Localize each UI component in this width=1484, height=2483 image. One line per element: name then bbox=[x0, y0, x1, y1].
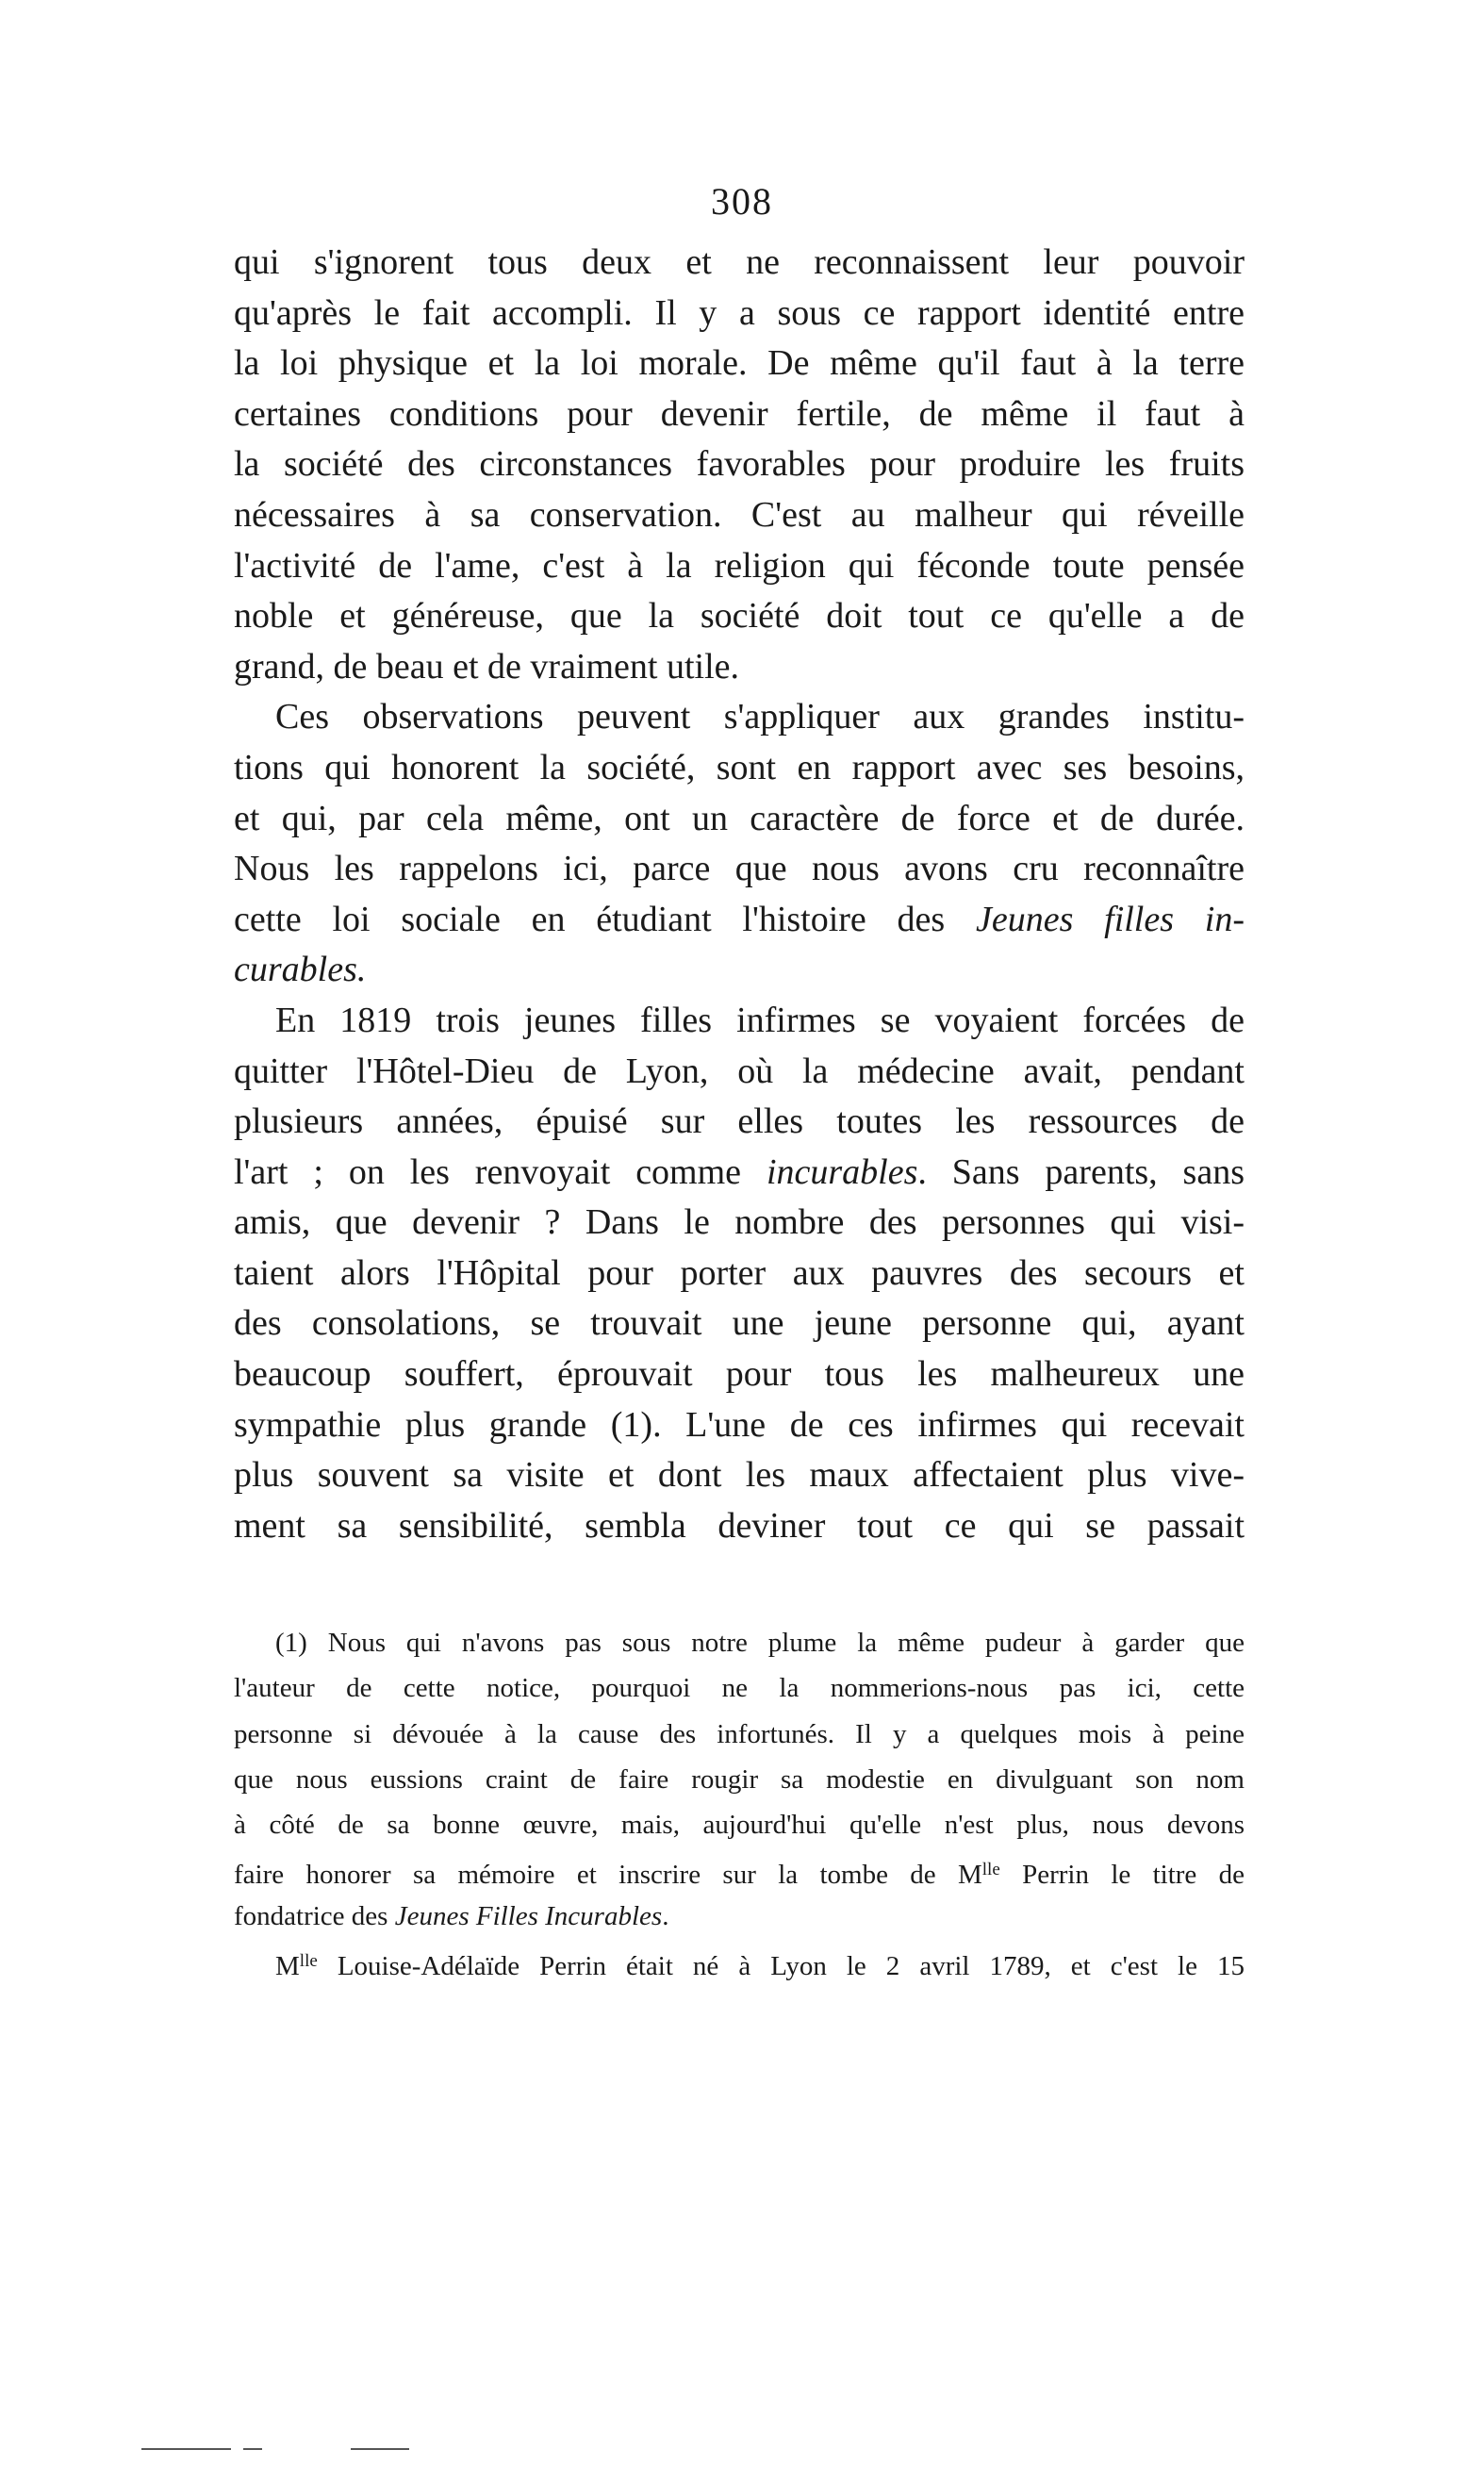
text-line-paragraph-start: Ces observations peuvent s'appliquer aux grandes institu- bbox=[275, 697, 1245, 737]
text-segment: cette loi sociale en étudiant l'histoire des bbox=[234, 899, 976, 939]
italic-title: curables. bbox=[234, 950, 367, 990]
text-line: Nous les rappelons ici, parce que nous avons cru reconnaître bbox=[234, 849, 1245, 889]
text-line: la société des circonstances favorables pour produire les fruits bbox=[234, 444, 1245, 485]
text-line: des consolations, se trouvait une jeune personne qui, ayant bbox=[234, 1303, 1245, 1344]
text-segment: l'art ; on les renvoyait comme bbox=[234, 1151, 767, 1192]
text-line: quitter l'Hôtel-Dieu de Lyon, où la médecine avait, pendant bbox=[234, 1051, 1245, 1091]
footnote-line bbox=[234, 1939, 1245, 1984]
text-segment: M bbox=[275, 1951, 300, 1982]
text-segment: Perrin le titre de bbox=[999, 1860, 1245, 1891]
footnote-line: l'auteur de cette notice, pourquoi ne la nommerions-nous pas ici, cette bbox=[234, 1673, 1245, 1704]
footnote-line: que nous eussions craint de faire rougir sa modestie en divulguant son nom bbox=[234, 1763, 1245, 1795]
text-line-paragraph-start: En 1819 trois jeunes filles infirmes se voyaient forcées de bbox=[275, 1000, 1245, 1040]
text-line: amis, que devenir ? Dans le nombre des personnes qui visi- bbox=[234, 1202, 1245, 1243]
superscript: lle bbox=[981, 1860, 1000, 1880]
scan-mark-line bbox=[243, 2448, 262, 2450]
text-segment: Louise-Adélaïde Perrin était né à Lyon le 2 avril 1789, et c'est le 15 bbox=[317, 1951, 1245, 1982]
text-line bbox=[234, 895, 1245, 946]
footnote-line: personne si dévouée à la cause des infortunés. Il y a quelques mois à peine bbox=[234, 1718, 1245, 1749]
italic-title: Jeunes Filles Incurables bbox=[394, 1900, 663, 1931]
text-line: nécessaires à sa conservation. C'est au malheur qui réveille bbox=[234, 494, 1245, 535]
text-line: ment sa sensibilité, sembla deviner tout ce qui se passait bbox=[234, 1505, 1245, 1546]
footnote-line: à côté de sa bonne œuvre, mais, aujourd'hui qu'elle n'est plus, nous devons bbox=[234, 1810, 1245, 1841]
text-line: l'activité de l'ame, c'est à la religion qui féconde toute pensée bbox=[234, 545, 1245, 586]
text-line: plus souvent sa visite et dont les maux affectaient plus vive- bbox=[234, 1455, 1245, 1496]
text-line-paragraph-end: grand, de beau et de vraiment utile. bbox=[234, 646, 740, 687]
scan-mark-line bbox=[141, 2448, 231, 2450]
text-segment: . Sans parents, sans bbox=[917, 1151, 1245, 1192]
italic-title: Jeunes filles in- bbox=[975, 899, 1245, 939]
text-segment: . bbox=[662, 1900, 669, 1931]
text-line: beaucoup souffert, éprouvait pour tous les malheureux une bbox=[234, 1354, 1245, 1395]
text-line: certaines conditions pour devenir fertile, de même il faut à bbox=[234, 393, 1245, 434]
text-line: et qui, par cela même, ont un caractère de force et de durée. bbox=[234, 798, 1245, 838]
text-line: sympathie plus grande (1). L'une de ces infirmes qui recevait bbox=[234, 1404, 1245, 1445]
footnote-line bbox=[234, 1847, 1245, 1893]
superscript: lle bbox=[299, 1951, 318, 1972]
italic-word: incurables bbox=[766, 1151, 918, 1192]
footnote-line bbox=[234, 1894, 1245, 1939]
text-line: la loi physique et la loi morale. De même qu'il faut à la terre bbox=[234, 343, 1245, 384]
footnote-line: (1) Nous qui n'avons pas sous notre plume la même pudeur à garder que bbox=[275, 1628, 1245, 1658]
main-text bbox=[234, 238, 1245, 1551]
text-line: tions qui honorent la société, sont en rapport avec ses besoins, bbox=[234, 747, 1245, 787]
scan-mark-line bbox=[351, 2448, 409, 2450]
text-line: qui s'ignorent tous deux et ne reconnaissent leur pouvoir bbox=[234, 242, 1245, 282]
page-number: 308 bbox=[711, 180, 773, 223]
text-line: qu'après le fait accompli. Il y a sous ce rapport identité entre bbox=[234, 292, 1245, 333]
text-line: plusieurs années, épuisé sur elles toutes les ressources de bbox=[234, 1101, 1245, 1142]
text-line bbox=[234, 1148, 1245, 1199]
text-segment: faire honorer sa mémoire et inscrire sur la tombe de M bbox=[234, 1860, 982, 1891]
text-line: taient alors l'Hôpital pour porter aux pauvres des secours et bbox=[234, 1252, 1245, 1293]
footnotes bbox=[234, 1620, 1245, 1984]
text-line-paragraph-end bbox=[234, 945, 1245, 996]
text-segment: fondatrice des bbox=[234, 1900, 395, 1931]
text-line: noble et généreuse, que la société doit tout ce qu'elle a de bbox=[234, 596, 1245, 637]
